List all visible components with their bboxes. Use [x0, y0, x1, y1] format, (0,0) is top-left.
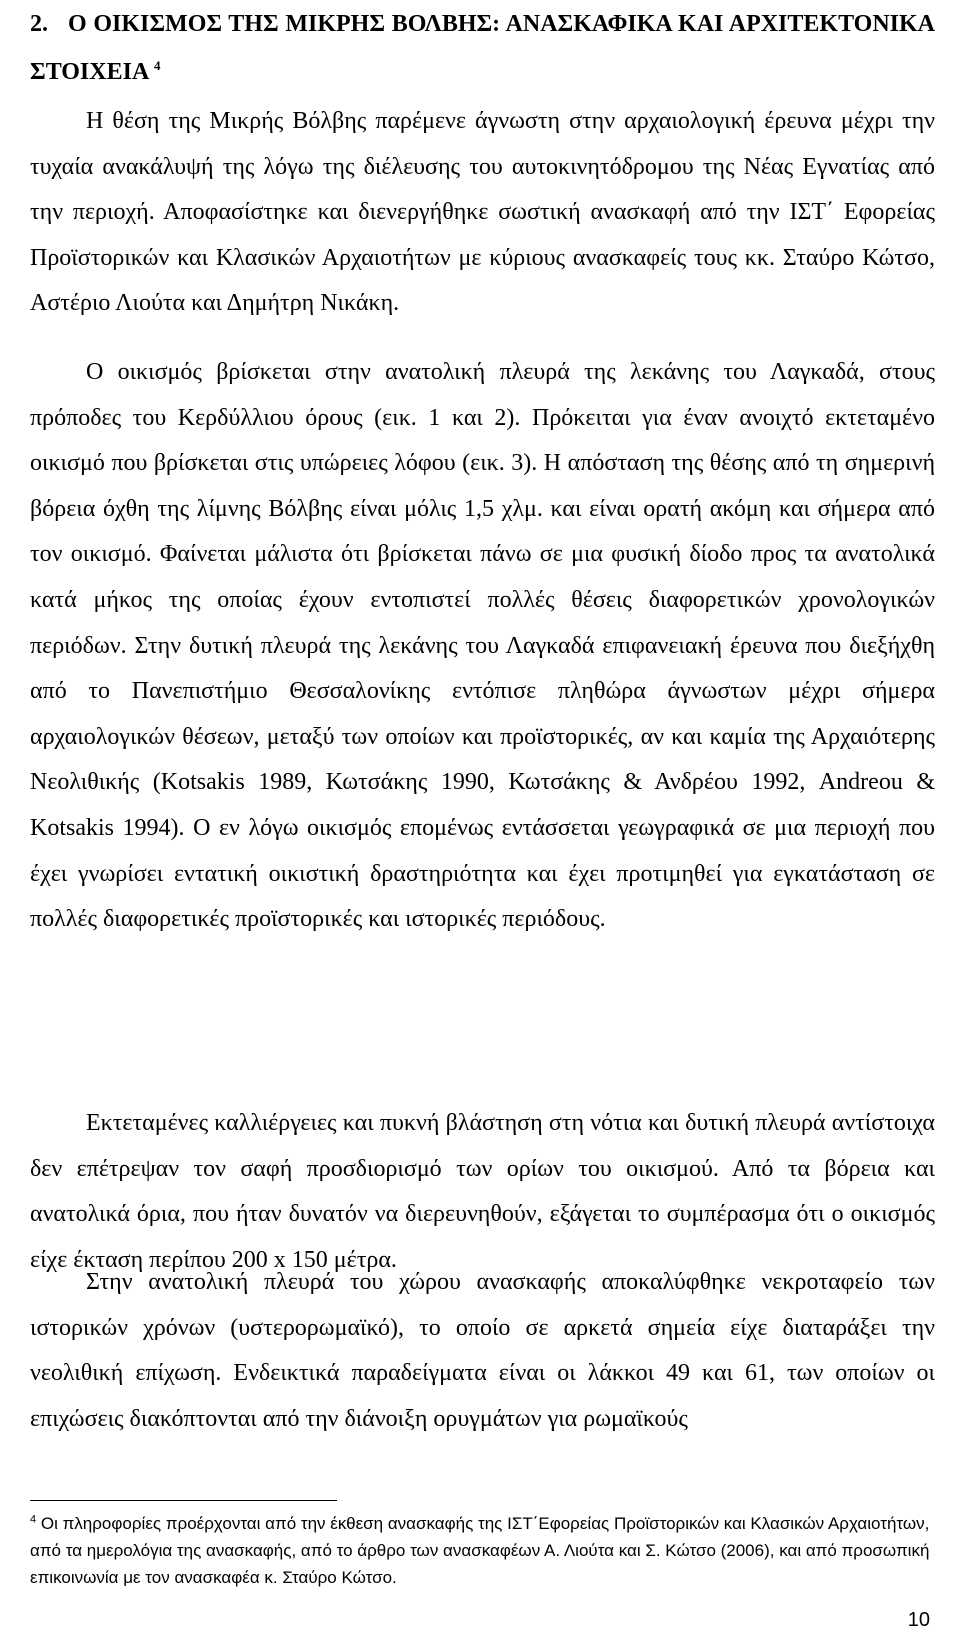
page-number: 10 [907, 1609, 930, 1631]
footnote [30, 1510, 935, 1591]
paragraph: Στην ανατολική πλευρά του χώρου ανασκαφής αποκαλύφθηκε νεκροταφείο των ιστορικών χρόνων (υστερορωμαϊκό), το οποίο σε αρκετά σημεία είχε διαταράξει την νεολιθική επίχωση. Ενδεικτικά παραδείγματα είναι οι λάκκοι 49 και 61, των οποίων οι επιχώσεις διακόπτονται από την διάνοιξη ορυγμάτων για ρωμαϊκούς [30, 1269, 935, 1432]
footnote-marker: 4 [30, 1513, 37, 1526]
paragraph: Ο οικισμός βρίσκεται στην ανατολική πλευρά της λεκάνης του Λαγκαδά, στους πρόποδες του Κερδύλλιου όρους (εικ. 1 και 2). Πρόκειται για έναν ανοιχτό εκτεταμένο οικισμό που βρίσκεται στις υπώρειες λόφου (εικ. 3). Η απόσταση της θέσης από τη σημερινή βόρεια όχθη της λίμνης Βόλβης είναι μόλις 1,5 χλμ. και είναι ορατή ακόμη και σήμερα από τον οικισμό. Φαίνεται μάλιστα ότι βρίσκεται πάνω σε μια φυσική δίοδο προς τα ανατολικά κατά μήκος της οποίας έχουν εντοπιστεί πολλές θέσεις διαφορετικών χρονολογικών περιόδων. Στην δυτική πλευρά της λεκάνης του Λαγκαδά επιφανειακή έρευνα που διεξήχθη από το Πανεπιστήμιο Θεσσαλονίκης εντόπισε πληθώρα άγνωστων μέχρι σήμερα αρχαιολογικών θέσεων, μεταξύ των οποίων και προϊστορικές, αν και καμία της Αρχαιότερης Νεολιθικής (Kotsakis 1989, Κωτσάκης 1990, Κωτσάκης & Ανδρέου 1992, Andreou & Kotsakis 1994). Ο εν λόγω οικισμός επομένως εντάσσεται γεωγραφικά σε μια περιοχή που έχει γνωρίσει εντατική οικιστική δραστηριότητα και έχει προτιμηθεί για εγκατάσταση σε πολλές διαφορετικές προϊστορικές και ιστορικές περιόδους. [30, 359, 935, 933]
section-title: Ο ΟΙΚΙΣΜΟΣ ΤΗΣ ΜΙΚΡΗΣ ΒΟΛΒΗΣ: ΑΝΑΣΚΑΦΙΚΑ ΚΑΙ ΑΡΧΙΤΕΚΤΟΝΙΚΑ ΣΤΟΙΧΕΙΑ [30, 11, 935, 85]
footnote-text: Οι πληροφορίες προέρχονται από την έκθεση ανασκαφής της ΙΣΤ΄Εφορείας Προϊστορικών και Κλασικών Αρχαιοτήτων, από τα ημερολόγια της ανασκαφής, από το άρθρο των ανασκαφέων Α. Λιούτα και Σ. Κώτσο (2006), και από προσωπική επικοινωνία με τον ανασκαφέα κ. Σταύρο Κώτσο. [30, 1514, 930, 1587]
paragraph: Η θέση της Μικρής Βόλβης παρέμενε άγνωστη στην αρχαιολογική έρευνα μέχρι την τυχαία ανακάλυψή της λόγω της διέλευσης του αυτοκινητόδρομου της Νέας Εγνατίας από την περιοχή. Αποφασίστηκε και διενεργήθηκε σωστική ανασκαφή από την ΙΣΤ΄ Εφορείας Προϊστορικών και Κλασικών Αρχαιοτήτων με κύριους ανασκαφείς τους κκ. Σταύρο Κώτσο, Αστέριο Λιούτα και Δημήτρη Νικάκη. [30, 108, 935, 317]
footnote-separator [30, 1500, 337, 1501]
section-number: 2. [30, 11, 48, 37]
section-heading [30, 0, 935, 96]
paragraph: Εκτεταμένες καλλιέργειες και πυκνή βλάστηση στη νότια και δυτική πλευρά αντίστοιχα δεν επέτρεψαν τον σαφή προσδιορισμό των ορίων του οικισμού. Από τα βόρεια και ανατολικά όρια, που ήταν δυνατόν να διερευνηθούν, εξάγεται το συμπέρασμα ότι ο οικισμός είχε έκταση περίπου 200 x 150 μέτρα. [30, 1110, 935, 1273]
footnote-reference[interactable]: 4 [153, 58, 161, 73]
